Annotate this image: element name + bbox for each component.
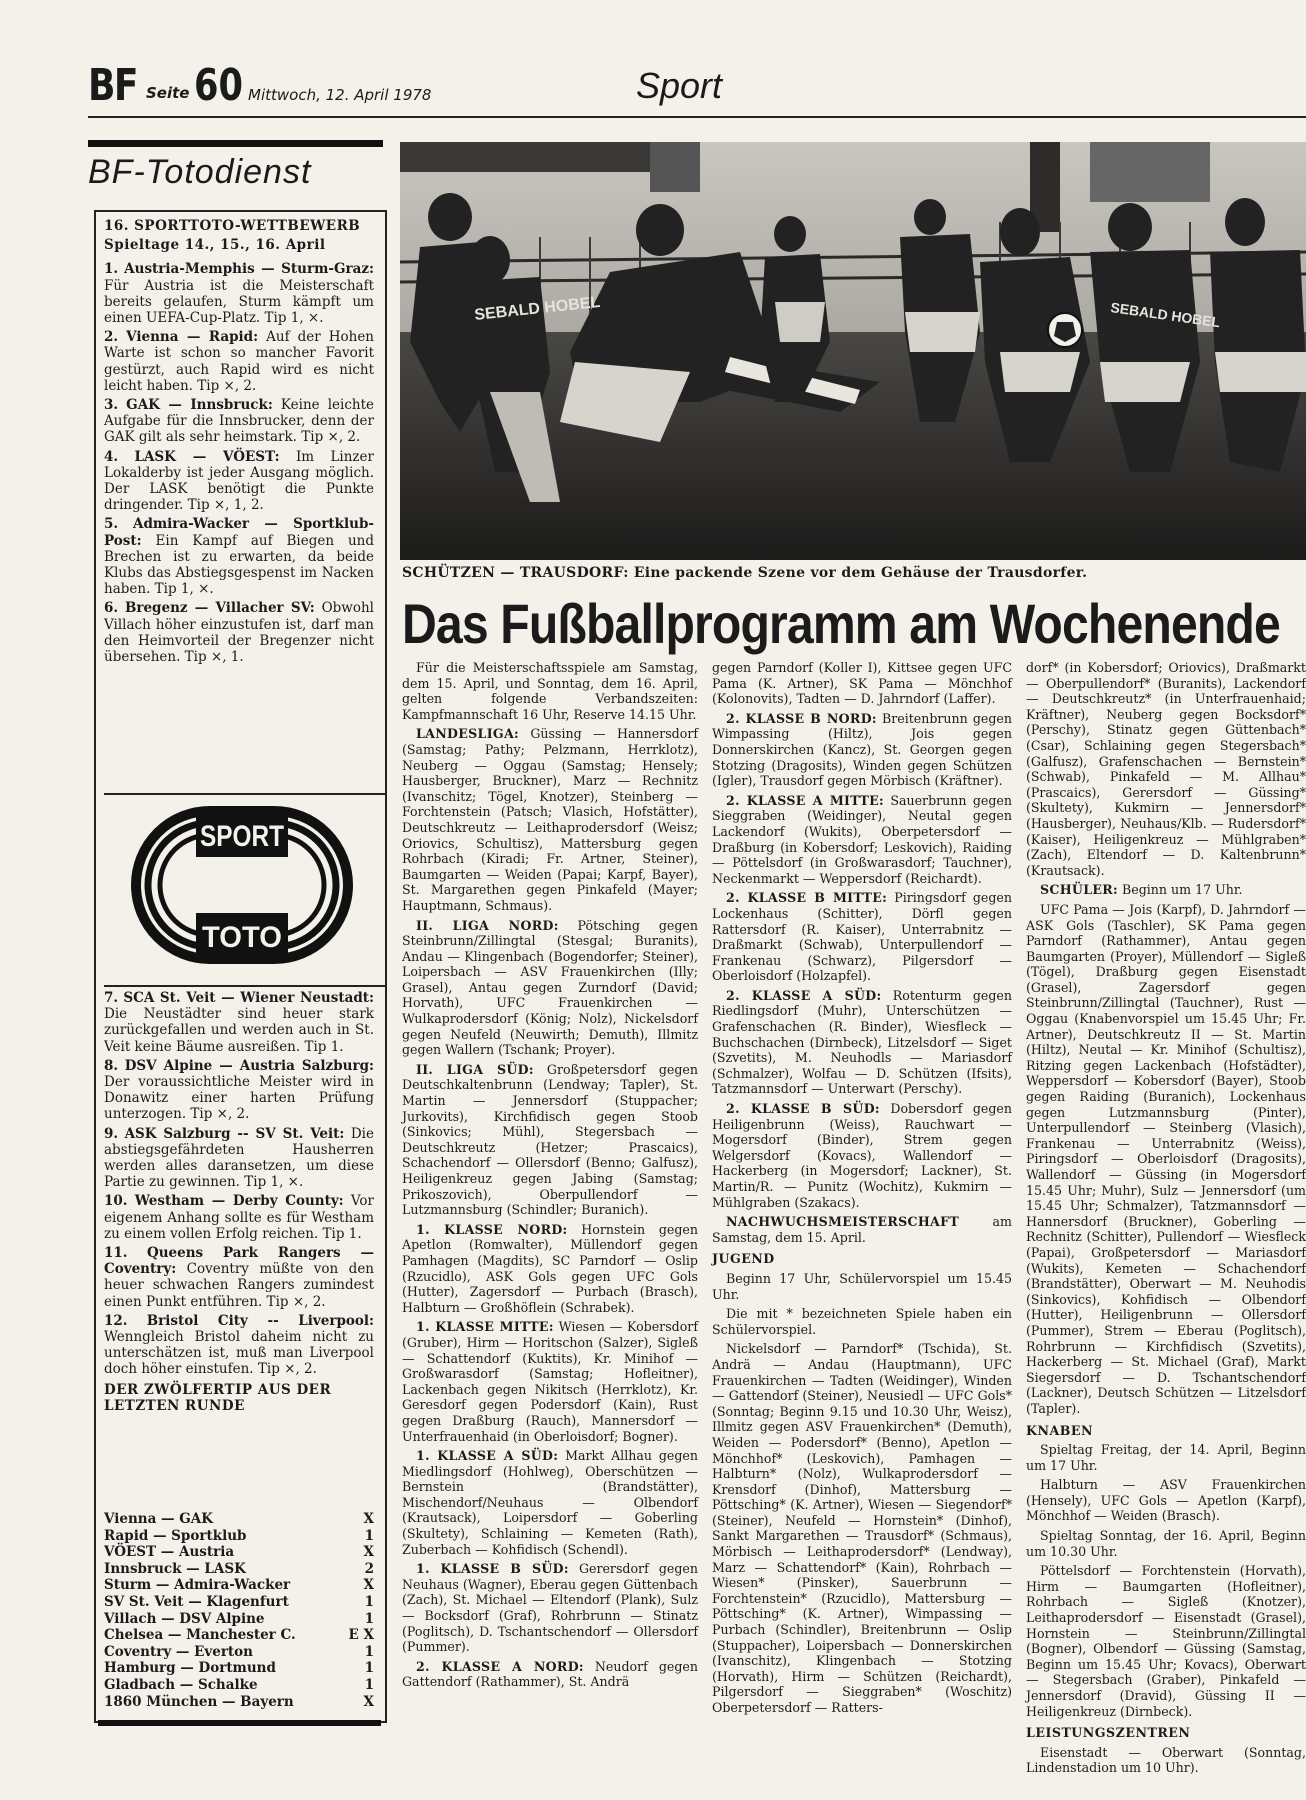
result-match: 1860 München — Bayern (104, 1693, 294, 1710)
toto-game (104, 449, 374, 514)
photo-caption: SCHÜTZEN — TRAUSDORF: Eine packende Szene vor dem Gehäuse der Trausdorfer. (402, 565, 1088, 581)
result-tip: 2 (364, 1560, 374, 1577)
result-tip: 1 (364, 1643, 374, 1660)
article-paragraph (402, 1319, 698, 1444)
paragraph-text: Güssing — Hannersdorf (Samstag; Pathy; Pelzmann, Herrklotz), Neuberg — Oggau (Samstag; Hensely; Hausberger, Bruckner), Marz — Rechnitz (Ivanschitz; Tögel, Knotzer), Steinberg — Forchtenstein (Patsch; Vlasich, Hofstätter), Deutschkreutz — Leithaprodersdorf (Weisz; Oriovics, Schultisz), Mattersburg gegen Rohrbach (Kiradi; Fr. Artner, Steiner), Baumgarten — Weiden (Papai; Karpf, Bayer), St. Margarethen gegen Pinkafeld (Mayer; Hauptmann, Schmaus). (402, 726, 698, 913)
paragraph-text: Beginn 17 Uhr, Schülervorspiel um 15.45 Uhr. (712, 1270, 1012, 1302)
game-match: GAK — Innsbruck: (126, 397, 273, 414)
game-match: Queens Park Rangers — Coventry: (104, 1245, 375, 1278)
result-tip: X (363, 1577, 374, 1594)
article-column-3 (1026, 660, 1306, 1776)
game-comment: Keine leichte Aufgabe für die Innsbrucker, denn der GAK gilt als sehr heimstark. Tip ×, 2. (104, 397, 374, 446)
paragraph-lead: 1. KLASSE B SÜD: (416, 1561, 569, 1577)
game-match: DSV Alpine — Austria Salzburg: (124, 1057, 374, 1074)
article-paragraph (402, 726, 698, 913)
toto-game (104, 1313, 374, 1378)
toto-games-part1 (104, 218, 374, 668)
game-match: Admira-Wacker — Sportklub-Post: (104, 516, 375, 549)
paragraph-lead: LANDESLIGA: (416, 726, 519, 742)
article-paragraph (1026, 902, 1306, 1417)
paragraph-text: Nickelsdorf — Parndorf* (Tschida), St. Andrä — Andau (Hauptmann), UFC Frauenkirchen — Tadten (Weidinger), Winden — Gattendorf (Steiner), Neusiedl — UFC Gols* (Sonntag; Beginn 9.15 und 10.30 Uhr, Weisz), Illmitz gegen ASV Frauenkirchen* (Demuth), Weiden — Podersdorf* (Benno), Apetlon — Mönchhof* (Leskovich), Pamhagen — Halbturn* (Nolz), Wulkaprodersdorf — Krensdorf (Dinhof), Mattersburg — Pöttsching* (K. Artner), Wiesen — Siegendorf* (Steiner), Neufeld — Hornstein* (Dinhof), Sankt Margarethen — Trausdorf* (Schmaus), Mörbisch — Leithaprodersdorf* (Lendway), Marz — Schattendorf* (Kain), Rohrbach — Wiesen* (Pinsker), Sauerbrunn — Forchtenstein* (Rzucidlo), Mattersburg — Pöttsching* (K. Artner), Wimpassing — Purbach (Schindler), Breitenbrunn — Oslip (Stuppacher), Loipersbach — Donnerskirchen (Ivanschitz), Klingenbach — Stotzing (Horvath), Hirm — Schützen (Reichardt), Pilgersdorf — Sieggraben* (Woschitz) Oberpetersdorf — Ratters- (712, 1341, 1012, 1715)
toto-game (104, 600, 374, 665)
toto-game (104, 990, 374, 1055)
paragraph-text: Wiesen — Kobersdorf (Gruber), Hirm — Horitschon (Salzer), Sigleß — Schattendorf (Kuktits), Kr. Minihof — Großwarasdorf (Samstag; Hofleitner), Lackenbach gegen Nikitsch (Herrklotz), Kr. Geresdorf gegen Podersdorf (Kain), Rust gegen Draßburg (Rauch), Mannersdorf — Unterfrauenhaid (in Oberloisdorf; Bogner). (402, 1319, 698, 1444)
game-comment: Die Neustädter sind heuer stark zurückgefallen und werden auch in St. Veit keine Bäume ausreißen. Tip 1. (104, 1006, 374, 1055)
result-row (104, 1644, 374, 1661)
result-tip: E X (348, 1627, 374, 1644)
paragraph-text: Hornstein gegen Apetlon (Romwalter), Müllendorf gegen Pamhagen (Magdits), SC Parndorf — Oslip (Rzucidlo), ASK Gols gegen UFC Gols (Hutter), Zagersdorf — Purbach (Brasch), Halbturn — Großhöflein (Schrabek). (402, 1221, 698, 1315)
article-paragraph (402, 660, 698, 722)
paragraph-text: Dobersdorf gegen Heiligenbrunn (Weiss), Rauchwart — Mogersdorf (Binder), Strem gegen Welgersdorf (Kovacs), Wallendorf — Hackerberg (in Mogersdorf; Lackner), St. Martin/R. — Punitz (Wochitz), Kukmirn — Mühlgraben (Szakacs). (712, 1101, 1012, 1210)
game-match: Westham — Derby County: (134, 1193, 344, 1210)
article-paragraph (712, 660, 1012, 707)
article-paragraph (1026, 1442, 1306, 1473)
paragraph-text: gegen Parndorf (Koller I), Kittsee gegen UFC Pama (K. Artner), SK Pama — Mönchhof (Kolonovits), Tadten — D. Jahrndorf (Laffer). (712, 660, 1012, 707)
result-match: SV St. Veit — Klagenfurt (104, 1593, 289, 1610)
paragraph-text: Eisenstadt — Oberwart (Sonntag, Lindenstadion um 10 Uhr). (1026, 1744, 1306, 1776)
toto-title: BF-Totodienst (88, 153, 312, 191)
toto-game-list (104, 261, 374, 665)
column-rule-top (88, 140, 383, 147)
result-row (104, 1594, 374, 1611)
paragraph-text: Breitenbrunn gegen Wimpassing (Hiltz), Jois gegen Donnerskirchen (Kancz), St. Georgen gegen Stotzing (Dragosits), Winden gegen Schützen (Igler), Trausdorf gegen Mörbisch (Kräftner). (712, 710, 1012, 789)
newspaper-logo: BF (88, 60, 137, 111)
paragraph-lead: NACHWUCHSMEISTERSCHAFT (726, 1214, 960, 1230)
result-row (104, 1511, 374, 1528)
paragraph-text: Pöttelsdorf — Forchtenstein (Horvath), Hirm — Baumgarten (Hofleitner), Rohrbach — Sigleß (Knotzer), Leithaprodersdorf — Eisenstadt (Grasel), Hornstein — Steinbrunn/Zillingtal (Bogner), Olbendorf — Güssing (Samstag, Beginn um 15.45 Uhr; Kovacs), Oberwart — Stegersbach (Graber), Pinkafeld — Jennersdorf (Dravid), Güssing II — Heiligenkreuz (Dirnbeck). (1026, 1563, 1306, 1719)
result-row (104, 1677, 374, 1694)
article-paragraph (712, 711, 1012, 789)
section-title: Sport (636, 65, 723, 106)
toto-game (104, 1058, 374, 1123)
result-row (104, 1577, 374, 1594)
result-match: Chelsea — Manchester C. (104, 1627, 296, 1644)
paragraph-lead: 1. KLASSE A SÜD: (416, 1448, 559, 1464)
paragraph-text: Spieltag Freitag, der 14. April, Beginn um 17 Uhr. (1026, 1442, 1306, 1473)
article-paragraph (712, 1341, 1012, 1715)
game-match: LASK — VÖEST: (134, 448, 280, 465)
article-paragraph (712, 1214, 1012, 1245)
game-comment: Die abstiegsgefährdeten Hausherren werden alles daransetzen, um diese Partie zu gewinnen. Tip 1, ×. (104, 1125, 374, 1191)
article-paragraph (1026, 1563, 1306, 1719)
game-number: 11. (104, 1245, 128, 1262)
result-row (104, 1611, 374, 1628)
toto-game (104, 261, 374, 326)
paragraph-text: dorf* (in Kobersdorf; Oriovics), Draßmarkt — Oberpullendorf* (Buranits), Lackendorf — Deutschkreutz* (in Unterfrauenhaid; Kräftner), Neuberg gegen Bocksdorf* (Perschy), Stinatz gegen Güttenbach* (Csar), Schlaining gegen Stegersbach* (Galfusz), Grafenschachen — Bernstein* (Schwab), Pinkafeld — M. Allhau* (Prascaics), Gerersdorf — Güssing* (Skultety), Kukmirn — Jennersdorf* (Hausberger), Neuhaus/Klb. — Rudersdorf* (Kaiser), Heiligenkreuz — Mühlgraben* (Zach), Eltendorf — D. Kaltenbrunn* (Krautsack). (1026, 660, 1306, 878)
game-comment: Wenngleich Bristol daheim nicht zu unterschätzen ist, muß man Liverpool doch höher einstufen. Tip ×, 2. (104, 1329, 374, 1378)
paragraph-text: Piringsdorf gegen Lockenhaus (Schitter), Dörfl gegen Rattersdorf (R. Kaiser), Unterrabnitz — Draßmarkt (Schwab), Unterpullendorf — Frankenau (Schwarz), Pilgersdorf — Oberloisdorf (Holzapfel). (712, 890, 1012, 984)
article-paragraph (402, 1448, 698, 1557)
result-match: VÖEST — Austria (104, 1544, 235, 1561)
article-paragraph (402, 1062, 698, 1218)
paragraph-text: Sauerbrunn gegen Sieggraben (Weidinger), Neutal gegen Lackendorf (Wukits), Oberpetersdorf — Draßburg (in Kobersdorf; Leskovich), Raiding — Pöttelsdorf (in Großwarasdorf; Tauchner), Neckenmarkt — Weppersdorf (Reichardt). (712, 792, 1012, 886)
paragraph-text: Die mit * bezeichneten Spiele haben ein Schülervorspiel. (712, 1306, 1012, 1337)
article-paragraph (1026, 882, 1306, 898)
toto-intro-days: Spieltage 14., 15., 16. April (104, 237, 326, 254)
article-paragraph (712, 1306, 1012, 1337)
game-match: ASK Salzburg -- SV St. Veit: (124, 1125, 345, 1142)
toto-game (104, 1126, 374, 1191)
game-comment: Für Austria ist die Meisterschaft bereits gelaufen, Sturm kämpft um einen UEFA-Cup-Platz. Tip 1, ×. (104, 277, 374, 327)
paragraph-text: Halbturn — ASV Frauenkirchen (Hensely), UFC Gols — Apetlon (Karpf), Mönchhof — Weiden (Brasch). (1026, 1477, 1306, 1524)
result-tip: X (363, 1511, 374, 1527)
toto-game (104, 1193, 374, 1242)
game-comment: Coventry müßte von den heuer schwachen Rangers zumindest einen Punkt entführen. Tip ×, 2. (104, 1261, 374, 1310)
paragraph-lead: 2. KLASSE A MITTE: (726, 792, 884, 808)
result-match: Gladbach — Schalke (104, 1676, 258, 1693)
paragraph-lead: 2. KLASSE A NORD: (416, 1658, 584, 1674)
article-paragraph (712, 890, 1012, 984)
page-number: 60 (194, 60, 243, 111)
jersey-text-2: SEBALD HOBEL (1109, 299, 1222, 331)
paragraph-lead: 2. KLASSE B NORD: (726, 710, 877, 726)
paragraph-lead: 2. KLASSE B SÜD: (726, 1101, 880, 1117)
result-row (104, 1694, 374, 1711)
result-row (104, 1544, 374, 1561)
paragraph-lead: 1. KLASSE NORD: (416, 1221, 568, 1237)
paragraph-text: Großpetersdorf gegen Deutschkaltenbrunn (Lendway; Tapler), St. Martin — Jennersdorf (Stuppacher; Jurkovits), Kirchfidisch gegen Stoob (Sinkovics; Mühl), Stegersbach — Deutschkreutz (Hetzer; Prascaics), Schachendorf — Ollersdorf (Benno; Galfusz), Heiligenkreuz gegen Jabing (Samstag; Prikoszovich), Oberpullendorf — Lutzmannsburg (Schindler; Buranich). (402, 1061, 698, 1218)
game-number: 1. (104, 261, 119, 278)
article-paragraph (712, 988, 1012, 1097)
paragraph-text: Gerersdorf gegen Neuhaus (Wagner), Eberau gegen Güttenbach (Zach), St. Michael — Eltendorf (Plank), Sulz — Bocksdorf (Graf), Rohrbrunn — Stinatz (Poglitsch), D. Tschantschendorf — Ollersdorf (Pummer). (402, 1561, 698, 1655)
toto-game (104, 329, 374, 394)
game-comment: Im Linzer Lokalderby ist jeder Ausgang möglich. Der LASK benötigt die Punkte dringender. Tip ×, 1, 2. (104, 448, 374, 514)
paragraph-text: am Samstag, dem 15. April. (712, 1214, 1012, 1245)
game-number: 6. (104, 600, 119, 617)
game-match: Bregenz — Villacher SV: (124, 600, 315, 617)
toto-game (104, 1245, 374, 1310)
sport-toto-logo (104, 793, 386, 987)
game-comment: Der voraussichtliche Meister wird in Donawitz einer harten Prüfung unterzogen. Tip ×, 2. (104, 1074, 374, 1123)
paragraph-text: Markt Allhau gegen Miedlingsdorf (Hohlweg), Oberschützen — Bernstein (Brandstätter), Mischendorf/Neuhaus — Olbendorf (Krautsack), Loipersdorf — Goberling (Skultety), Schlaining — Kemeten (Rath), Zuberbach — Kohfidisch (Schendl). (402, 1448, 698, 1557)
game-number: 2. (104, 329, 119, 346)
article-paragraph (402, 1561, 698, 1655)
section-subheading: KNABEN (1026, 1422, 1093, 1438)
paragraph-text: Neudorf gegen Gattendorf (Rathammer), St. Andrä (402, 1658, 698, 1690)
result-tip: 1 (364, 1660, 374, 1677)
result-row (104, 1528, 374, 1545)
results-title: DER ZWÖLFERTIP AUS DER LETZTEN RUNDE (104, 1381, 332, 1414)
game-match: Bristol City -- Liverpool: (146, 1312, 375, 1329)
paragraph-lead: 1. KLASSE MITTE: (416, 1319, 554, 1335)
result-tip: 1 (364, 1676, 374, 1693)
logo-top-text: SPORT (200, 820, 284, 853)
result-match: Sturm — Admira-Wacker (104, 1577, 291, 1594)
result-row (104, 1561, 374, 1578)
football-scene-image (400, 142, 1306, 560)
article-paragraph (402, 918, 698, 1058)
game-comment: Auf der Hohen Warte ist schon so mancher Favorit gestürzt, auch Rapid wird es nicht leicht haben. Tip ×, 2. (104, 329, 375, 394)
article-paragraph (1026, 1528, 1306, 1559)
paragraph-lead: 2. KLASSE A SÜD: (726, 987, 882, 1003)
issue-date: Mittwoch, 12. April 1978 (248, 86, 432, 104)
game-number: 3. (104, 397, 119, 414)
result-match: Coventry — Everton (104, 1643, 253, 1660)
toto-game (104, 397, 374, 446)
paragraph-text: Spieltag Sonntag, der 16. April, Beginn um 10.30 Uhr. (1026, 1528, 1306, 1559)
game-number: 7. (104, 990, 119, 1006)
match-photo (400, 142, 1306, 560)
paragraph-text: Pötsching gegen Steinbrunn/Zillingtal (Stesgal; Buranits), Andau — Klingenbach (Bogendorfer; Steiner), Loipersbach — ASV Frauenkirchen (Illy; Grasel), Antau gegen Zurndorf (David; Horvath), UFC Frauenkirchen — Wulkaprodersdorf (König; Nolz), Nickelsdorf gegen Neufeld (Neuwirth; Demuth), Illmitz gegen Wallern (Tschank; Proyer). (402, 917, 698, 1058)
game-match: SCA St. Veit — Wiener Neustadt: (123, 990, 374, 1006)
column-rule-bottom (98, 1720, 381, 1726)
paragraph-text: Für die Meisterschaftsspiele am Samstag, dem 15. April, und Sonntag, dem 16. April, gelten folgende Verbandszeiten: Kampfmannschaft 16 Uhr, Reserve 14.15 Uhr. (402, 660, 698, 722)
article-paragraph (1026, 660, 1306, 878)
page-label: Seite (146, 84, 190, 102)
result-row (104, 1660, 374, 1677)
paragraph-text: UFC Pama — Jois (Karpf), D. Jahrndorf — ASK Gols (Taschler), SK Pama gegen Parndorf (Rathammer), Antau gegen Baumgarten (Proyer), Müllendorf — Sigleß (Tögel), Draßburg gegen Eisenstadt (Grasel), Zagersdorf gegen Steinbrunn/Zillingtal (Tauchner), Rust — Oggau (Knabenvorspiel um 15.45 Uhr; Fr. Artner), Deutschkreutz II — St. Martin (Hiltz), Neutal — Kr. Minihof (Schultisz), Ritzing gegen Lackenbach (Hofstädter), Weppersdorf — Kobersdorf (Bayer), Stoob gegen Raiding (Buranich), Lockenhaus gegen Lutzmannsburg (Pinter), Unterpullendorf — Steinberg (Vlasich), Frankenau — Unterrabnitz (Weiss), Piringsdorf — Oberloisdorf (Dragosits), Wallendorf — Güssing (in Mogersdorf 15.45 Uhr; Muhr), Sulz — Jennersdorf (um 15.45 Uhr; Schmalzer), Tatzmannsdorf — Hannersdorf (Bruckner), Goberling — Rechnitz (Schitter), Pullendorf — Wiesfleck (Papai), Großpetersdorf — Mariasdorf (Wukits), Kemeten — Schachendorf (Brandstätter), Oberwart — M. Neuhodis (Sinkovics), Kohfidisch — Olbendorf (Hutter), Heiligenbrunn — Ollersdorf (Pummer), Strem — Eberau (Poglitsch), Rohrbrunn — Kirchfidisch (Szvetits), Hackerberg — St. Michael (Graf), Markt Siegersdorf — D. Tschantschendorf (Lackner), Deutsch Schützen — Litzelsdorf (Tapler). (1026, 901, 1306, 1416)
result-match: Vienna — GAK (104, 1511, 213, 1527)
game-number: 4. (104, 448, 119, 465)
game-match: Austria-Memphis — Sturm-Graz: (124, 261, 374, 278)
result-tip: X (363, 1693, 374, 1710)
result-row (104, 1627, 374, 1644)
game-number: 8. (104, 1057, 119, 1074)
result-match: Rapid — Sportklub (104, 1527, 247, 1544)
result-tip: 1 (364, 1527, 374, 1544)
toto-intro-title: 16. SPORTTOTO-WETTBEWERB (104, 218, 361, 234)
article-headline: Das Fußballprogramm am Wochenende (402, 592, 1280, 655)
result-match: Villach — DSV Alpine (104, 1610, 265, 1627)
article-column-2 (712, 660, 1012, 1730)
game-match: Vienna — Rapid: (126, 329, 259, 346)
section-subheading: LEISTUNGSZENTREN (1026, 1725, 1191, 1741)
game-number: 10. (104, 1193, 128, 1210)
game-number: 5. (104, 516, 119, 533)
toto-game-list-2 (104, 990, 374, 1378)
paragraph-text: Rotenturm gegen Riedlingsdorf (Muhr), Unterschützen — Grafenschachen (R. Binder), Wiesfleck — Buchschachen (Dirnbeck), Litzelsdorf — Siget (Szvetits), M. Neuhodls — Mariasdorf (Schmalzer), Wolfau — D. Schützen (Ifsits), Tatzmannsdorf — Unterwart (Perschy). (712, 987, 1012, 1097)
page-header (88, 60, 1306, 118)
result-match: Hamburg — Dortmund (104, 1660, 276, 1677)
game-comment: Ein Kampf auf Biegen und Brechen ist zu erwarten, da beide Klubs das Abstiegsgespenst im Nacken haben. Tip 1, ×. (104, 532, 374, 598)
toto-game (104, 516, 374, 597)
article-paragraph (712, 1271, 1012, 1302)
article-paragraph (1026, 1745, 1306, 1776)
game-comment: Vor eigenem Anhang sollte es für Westham zu einem vollen Erfolg reichen. Tip 1. (104, 1193, 375, 1242)
paragraph-lead: SCHÜLER: (1040, 882, 1118, 898)
results-table (104, 1511, 374, 1710)
article-paragraph (402, 1222, 698, 1316)
article-paragraph (1026, 1477, 1306, 1524)
result-tip: 1 (364, 1593, 374, 1610)
game-number: 12. (104, 1312, 128, 1329)
result-tip: X (363, 1544, 374, 1561)
jersey-text-1: SEBALD HOBEL (473, 293, 601, 324)
section-subheading: JUGEND (712, 1251, 775, 1267)
paragraph-text: Beginn um 17 Uhr. (1121, 882, 1243, 898)
paragraph-lead: 2. KLASSE B MITTE: (726, 890, 888, 906)
article-paragraph (712, 793, 1012, 887)
result-tip: 1 (364, 1610, 374, 1627)
sport-toto-logo-graphic (104, 795, 386, 985)
result-match: Innsbruck — LASK (104, 1560, 246, 1577)
game-number: 9. (104, 1125, 119, 1142)
logo-bottom-text: TOTO (202, 921, 282, 954)
game-comment: Obwohl Villach höher einzustufen ist, darf man den Heimvorteil der Bregenzer nicht übersehen. Tip ×, 1. (104, 600, 374, 666)
paragraph-lead: II. LIGA SÜD: (416, 1061, 534, 1077)
article-paragraph (712, 1101, 1012, 1210)
article-column-1 (402, 660, 698, 1730)
paragraph-lead: II. LIGA NORD: (416, 917, 559, 933)
toto-games-part2 (104, 990, 374, 1417)
article-paragraph (402, 1659, 698, 1690)
